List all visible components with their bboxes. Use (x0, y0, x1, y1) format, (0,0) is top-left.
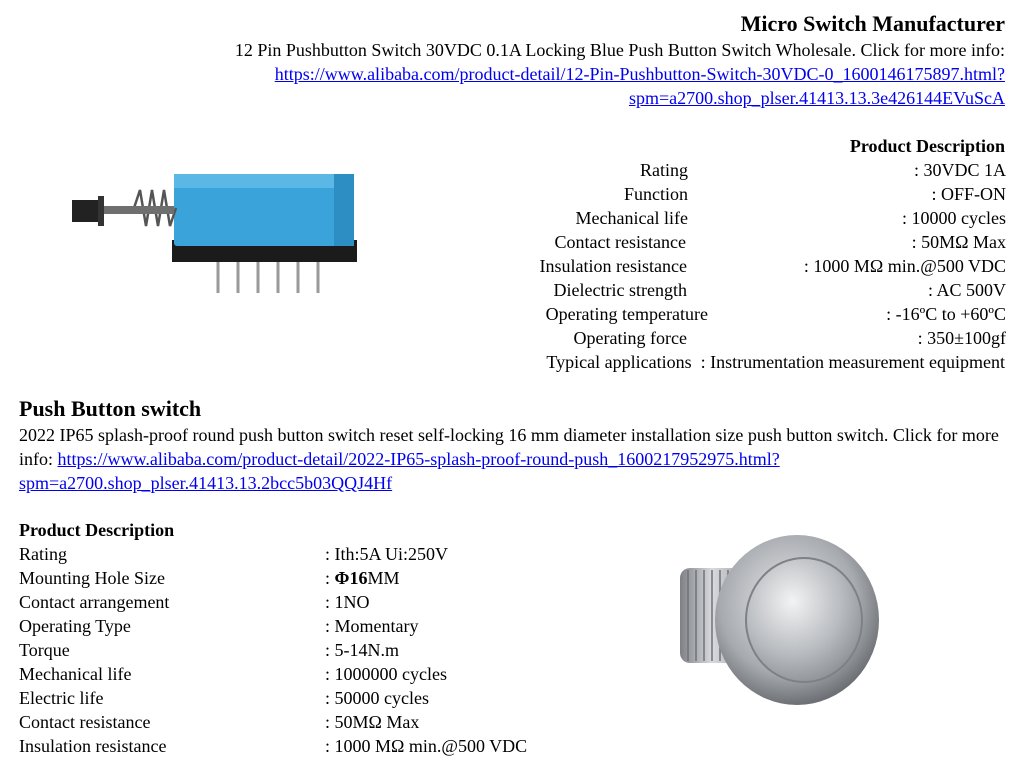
bottom-spec-row (19, 542, 619, 566)
bottom-spec-row (19, 710, 619, 734)
top-spec-row (470, 278, 1006, 302)
top-spec-row (470, 182, 1006, 206)
top-description-text: 12 Pin Pushbutton Switch 30VDC 0.1A Locking Blue Push Button Switch Wholesale. Click for more info: (234, 40, 1005, 60)
bottom-description-text: 2022 IP65 splash-proof round push button switch reset self-locking 16 mm diameter installation size push button switch. Click for more info: (19, 425, 999, 469)
bottom-spec-value: : 50MΩ Max (325, 712, 420, 732)
top-description (215, 38, 1005, 110)
top-spec-label: Operating force (573, 328, 687, 348)
bottom-spec-label: Operating Type (19, 616, 131, 636)
top-spec-row (470, 302, 1006, 326)
top-spec-row (470, 230, 1006, 254)
bottom-product-link[interactable]: https://www.alibaba.com/product-detail/2022-IP65-splash-proof-round-push_1600217952975.html?spm=a2700.shop_plser.41413.13.2bcc5b03QQJ4Hf (19, 449, 780, 493)
bottom-spec-row (19, 590, 619, 614)
bottom-spec-row (19, 686, 619, 710)
top-spec-value: : 50MΩ Max (911, 232, 1006, 252)
top-product-description-heading: Product Description (849, 136, 1005, 156)
bottom-spec-row (19, 662, 619, 686)
bottom-spec-label: Contact resistance (19, 712, 151, 732)
top-typical-applications: Typical applications : Instrumentation measurement equipment (546, 352, 1005, 372)
bottom-spec-value-suffix: MM (367, 568, 400, 588)
top-spec-row (470, 206, 1006, 230)
bottom-product-description-heading: Product Description (19, 520, 175, 540)
top-spec-label: Rating (640, 160, 688, 180)
bottom-section-title: Push Button switch (19, 396, 202, 421)
bottom-spec-label: Insulation resistance (19, 736, 167, 756)
top-spec-label: Mechanical life (575, 208, 688, 228)
top-spec-value: : 10000 cycles (902, 208, 1006, 228)
bottom-spec-row (19, 566, 619, 590)
round-pushbutton-switch-image (672, 528, 892, 718)
blue-pushbutton-switch-icon (72, 160, 362, 310)
top-spec-value: : 1000 MΩ min.@500 VDC (803, 256, 1006, 276)
bottom-spec-label: Mechanical life (19, 664, 132, 684)
bottom-spec-value: : 1NO (325, 592, 370, 612)
bottom-spec-label: Electric life (19, 688, 104, 708)
bottom-spec-value: : 50000 cycles (325, 688, 429, 708)
top-section-title: Micro Switch Manufacturer (740, 11, 1005, 36)
top-spec-value: : -16ºC to +60ºC (886, 304, 1006, 324)
bottom-spec-value-bold: Φ16 (334, 568, 368, 588)
top-spec-label: Dielectric strength (553, 280, 687, 300)
top-spec-value: : 30VDC 1A (913, 160, 1006, 180)
bottom-description (19, 423, 1009, 495)
top-spec-label: Function (623, 184, 688, 204)
top-product-link[interactable]: https://www.alibaba.com/product-detail/12-Pin-Pushbutton-Switch-30VDC-0_1600146175897.html?spm=a2700.shop_plser.41413.13.3e426144EVuScA (274, 64, 1005, 108)
bottom-spec-row (19, 734, 619, 758)
top-spec-value: : AC 500V (927, 280, 1006, 300)
bottom-spec-label: Mounting Hole Size (19, 568, 165, 588)
top-spec-label: Operating temperature (545, 304, 708, 324)
bottom-spec-value: : Ith:5A Ui:250V (325, 544, 449, 564)
bottom-spec-value-prefix: : (325, 568, 335, 588)
bottom-spec-value: : 5-14N.m (325, 640, 399, 660)
top-spec-value: : 350±100gf (917, 328, 1006, 348)
bottom-spec-value: : 1000000 cycles (325, 664, 447, 684)
bottom-spec-label: Contact arrangement (19, 592, 170, 612)
bottom-spec-row (19, 614, 619, 638)
bottom-spec-value: : Momentary (325, 616, 419, 636)
bottom-spec-label: Torque (19, 640, 70, 660)
bottom-spec-row (19, 638, 619, 662)
round-pushbutton-switch-icon (672, 528, 892, 718)
top-spec-label: Contact resistance (554, 232, 686, 252)
bottom-spec-value: : 1000 MΩ min.@500 VDC (325, 736, 528, 756)
top-spec-row (470, 254, 1006, 278)
blue-pushbutton-switch-image (72, 160, 362, 310)
top-spec-row (470, 326, 1006, 350)
top-spec-label: Insulation resistance (539, 256, 687, 276)
bottom-spec-value (325, 566, 399, 590)
bottom-spec-label: Rating (19, 544, 67, 564)
top-spec-value: : OFF-ON (931, 184, 1006, 204)
top-spec-row (470, 158, 1006, 182)
